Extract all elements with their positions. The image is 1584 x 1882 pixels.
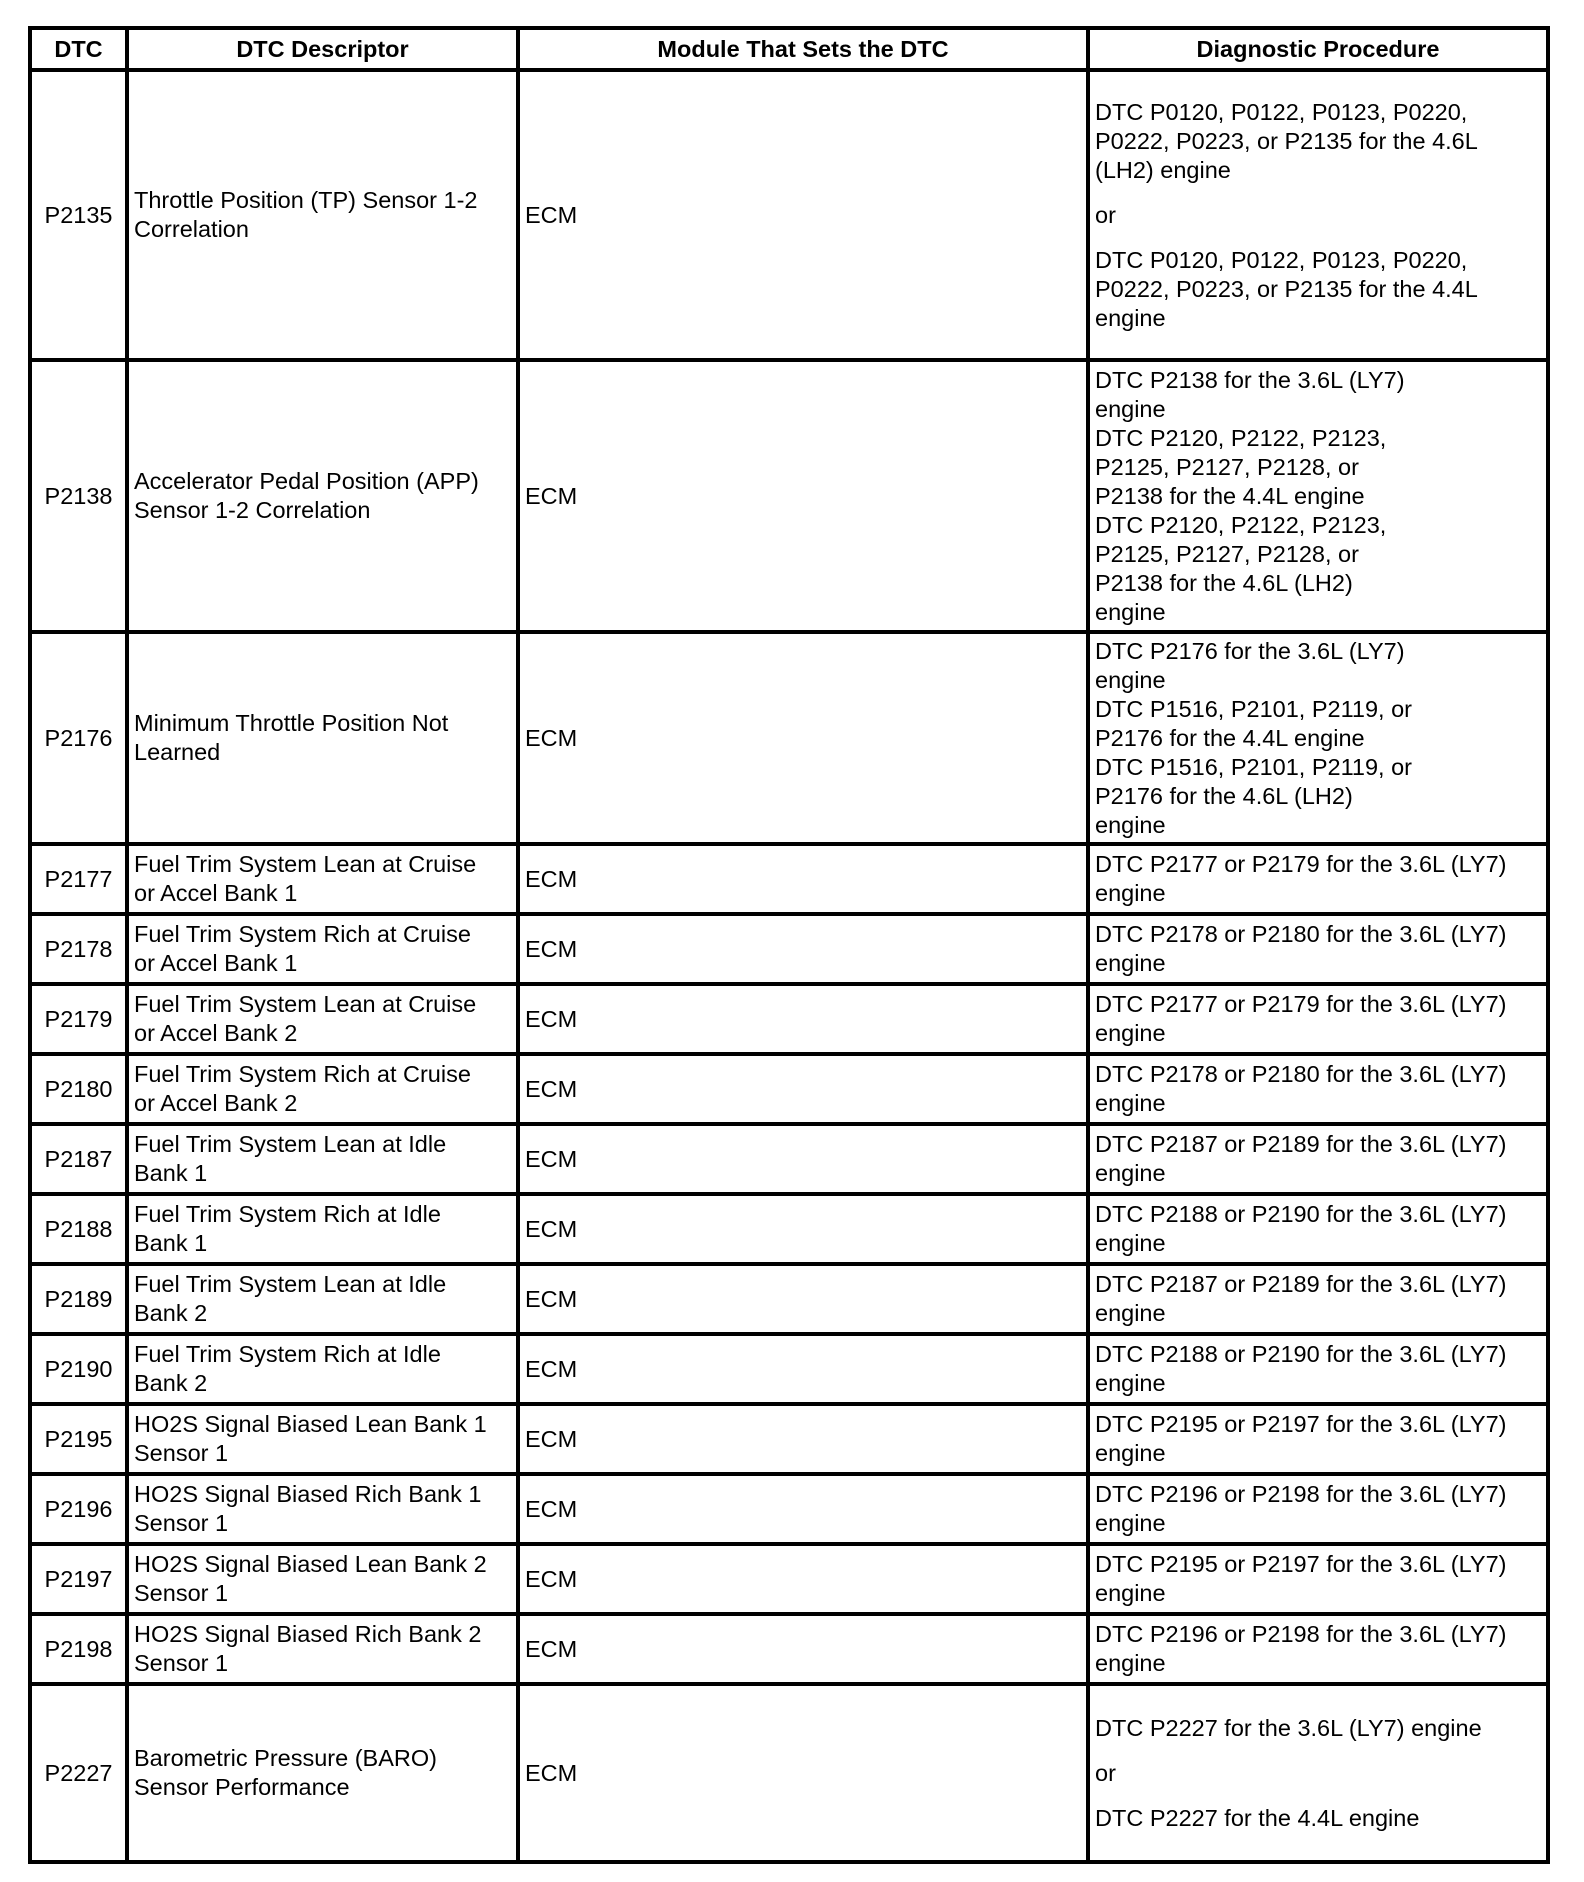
procedure-line: DTC P0120, P0122, P0123, P0220, xyxy=(1095,98,1468,125)
diagnostic-procedure-cell xyxy=(1088,1404,1548,1474)
procedure-line: DTC P2177 or P2179 for the 3.6L (LY7) xyxy=(1095,851,1507,877)
descriptor-line: Sensor 1-2 Correlation xyxy=(134,497,371,523)
descriptor-line: HO2S Signal Biased Lean Bank 2 xyxy=(134,1551,487,1577)
diagnostic-procedure-cell xyxy=(1088,984,1548,1054)
procedure-line: DTC P2227 for the 3.6L (LY7) engine xyxy=(1095,1714,1482,1741)
descriptor-line: Bank 2 xyxy=(134,1370,208,1396)
procedure-line: DTC P2176 for the 3.6L (LY7) xyxy=(1095,637,1405,664)
procedure-line: engine xyxy=(1095,950,1166,976)
procedure-line: DTC P0120, P0122, P0123, P0220, xyxy=(1095,246,1468,273)
diagnostic-procedure-cell xyxy=(1088,1264,1548,1334)
descriptor-line: or Accel Bank 1 xyxy=(134,880,298,906)
descriptor-line: Throttle Position (TP) Sensor 1-2 xyxy=(134,187,478,213)
procedure-line: P2138 for the 4.4L engine xyxy=(1095,482,1365,509)
procedure-line: or xyxy=(1095,1759,1116,1786)
procedure-line: DTC P2177 or P2179 for the 3.6L (LY7) xyxy=(1095,991,1507,1017)
procedure-line: engine xyxy=(1095,304,1166,331)
procedure-line: engine xyxy=(1095,1510,1166,1536)
dtc-code-cell: P2187 xyxy=(30,1124,127,1194)
table-row xyxy=(30,632,1548,844)
procedure-line: DTC P1516, P2101, P2119, or xyxy=(1095,753,1413,780)
table-body xyxy=(30,70,1548,1862)
descriptor-line: Fuel Trim System Rich at Cruise xyxy=(134,921,471,947)
table-row xyxy=(30,1124,1548,1194)
table-row xyxy=(30,1054,1548,1124)
procedure-line: DTC P2178 or P2180 for the 3.6L (LY7) xyxy=(1095,1061,1507,1087)
dtc-code-cell: P2198 xyxy=(30,1614,127,1684)
procedure-line: engine xyxy=(1095,811,1166,838)
module-cell: ECM xyxy=(518,1544,1088,1614)
descriptor-line: Correlation xyxy=(134,216,249,242)
procedure-line: engine xyxy=(1095,666,1166,693)
table-row xyxy=(30,360,1548,632)
dtc-descriptor-cell xyxy=(127,1404,518,1474)
dtc-descriptor-cell xyxy=(127,1614,518,1684)
table-row xyxy=(30,70,1548,360)
procedure-line: engine xyxy=(1095,598,1166,625)
procedure-line: engine xyxy=(1095,1160,1166,1186)
procedure-spacer xyxy=(1095,1788,1541,1804)
dtc-descriptor-cell xyxy=(127,1124,518,1194)
procedure-line: engine xyxy=(1095,1090,1166,1116)
procedure-line: P2125, P2127, P2128, or xyxy=(1095,453,1359,480)
module-cell: ECM xyxy=(518,984,1088,1054)
procedure-line: DTC P2188 or P2190 for the 3.6L (LY7) xyxy=(1095,1341,1507,1367)
procedure-line: engine xyxy=(1095,1230,1166,1256)
procedure-line: DTC P2178 or P2180 for the 3.6L (LY7) xyxy=(1095,921,1507,947)
descriptor-line: or Accel Bank 1 xyxy=(134,950,298,976)
module-cell: ECM xyxy=(518,70,1088,360)
dtc-descriptor-cell xyxy=(127,1684,518,1862)
dtc-code-cell: P2180 xyxy=(30,1054,127,1124)
dtc-code-cell: P2196 xyxy=(30,1474,127,1544)
diagnostic-procedure-cell xyxy=(1088,360,1548,632)
dtc-descriptor-cell xyxy=(127,1474,518,1544)
procedure-spacer xyxy=(1095,185,1541,201)
module-cell: ECM xyxy=(518,1684,1088,1862)
dtc-code-cell: P2179 xyxy=(30,984,127,1054)
procedure-line: or xyxy=(1095,201,1116,228)
procedure-line: engine xyxy=(1095,1650,1166,1676)
dtc-code-cell: P2195 xyxy=(30,1404,127,1474)
dtc-descriptor-cell xyxy=(127,1054,518,1124)
descriptor-line: or Accel Bank 2 xyxy=(134,1020,298,1046)
table-row xyxy=(30,1614,1548,1684)
descriptor-line: Accelerator Pedal Position (APP) xyxy=(134,468,479,494)
dtc-descriptor-cell xyxy=(127,984,518,1054)
dtc-code-cell: P2189 xyxy=(30,1264,127,1334)
header-dtc: DTC xyxy=(30,28,127,70)
descriptor-line: Sensor 1 xyxy=(134,1510,229,1536)
procedure-line: engine xyxy=(1095,395,1166,422)
procedure-spacer xyxy=(1095,1743,1541,1759)
descriptor-line: Sensor 1 xyxy=(134,1650,229,1676)
procedure-line: P2176 for the 4.4L engine xyxy=(1095,724,1365,751)
dtc-table xyxy=(28,26,1550,1864)
diagnostic-procedure-cell xyxy=(1088,1334,1548,1404)
diagnostic-procedure-cell xyxy=(1088,914,1548,984)
dtc-code-cell: P2176 xyxy=(30,632,127,844)
module-cell: ECM xyxy=(518,360,1088,632)
diagnostic-procedure-cell xyxy=(1088,1194,1548,1264)
procedure-line: P2138 for the 4.6L (LH2) xyxy=(1095,569,1353,596)
procedure-line: engine xyxy=(1095,1370,1166,1396)
dtc-code-cell: P2138 xyxy=(30,360,127,632)
dtc-descriptor-cell xyxy=(127,360,518,632)
dtc-descriptor-cell xyxy=(127,632,518,844)
table-row xyxy=(30,1474,1548,1544)
procedure-line: DTC P2188 or P2190 for the 3.6L (LY7) xyxy=(1095,1201,1507,1227)
dtc-code-cell: P2177 xyxy=(30,844,127,914)
descriptor-line: Barometric Pressure (BARO) xyxy=(134,1745,437,1771)
dtc-code-cell: P2197 xyxy=(30,1544,127,1614)
procedure-line: engine xyxy=(1095,1020,1166,1046)
dtc-code-cell: P2190 xyxy=(30,1334,127,1404)
procedure-line: DTC P2187 or P2189 for the 3.6L (LY7) xyxy=(1095,1131,1507,1157)
diagnostic-procedure-cell xyxy=(1088,1124,1548,1194)
dtc-descriptor-cell xyxy=(127,1264,518,1334)
diagnostic-procedure-cell xyxy=(1088,632,1548,844)
module-cell: ECM xyxy=(518,1264,1088,1334)
module-cell: ECM xyxy=(518,632,1088,844)
procedure-line: engine xyxy=(1095,1580,1166,1606)
header-row xyxy=(30,28,1548,70)
procedure-line: engine xyxy=(1095,880,1166,906)
procedure-line: engine xyxy=(1095,1300,1166,1326)
procedure-line: P2176 for the 4.6L (LH2) xyxy=(1095,782,1353,809)
table-row xyxy=(30,844,1548,914)
module-cell: ECM xyxy=(518,1614,1088,1684)
descriptor-line: Bank 1 xyxy=(134,1160,208,1186)
procedure-line: DTC P2196 or P2198 for the 3.6L (LY7) xyxy=(1095,1621,1507,1647)
procedure-line: DTC P2227 for the 4.4L engine xyxy=(1095,1804,1420,1831)
module-cell: ECM xyxy=(518,1124,1088,1194)
module-cell: ECM xyxy=(518,1334,1088,1404)
table-row xyxy=(30,1194,1548,1264)
module-cell: ECM xyxy=(518,1474,1088,1544)
table-row xyxy=(30,1544,1548,1614)
descriptor-line: Minimum Throttle Position Not xyxy=(134,710,449,736)
descriptor-line: Sensor 1 xyxy=(134,1580,229,1606)
descriptor-line: Fuel Trim System Lean at Cruise xyxy=(134,851,477,877)
diagnostic-procedure-cell xyxy=(1088,70,1548,360)
table-row xyxy=(30,914,1548,984)
dtc-descriptor-cell xyxy=(127,70,518,360)
diagnostic-procedure-cell xyxy=(1088,1474,1548,1544)
descriptor-line: Bank 2 xyxy=(134,1300,208,1326)
module-cell: ECM xyxy=(518,1054,1088,1124)
procedure-spacer xyxy=(1095,230,1541,246)
descriptor-line: Fuel Trim System Rich at Cruise xyxy=(134,1061,471,1087)
procedure-line: P0222, P0223, or P2135 for the 4.4L xyxy=(1095,275,1478,302)
table-row xyxy=(30,984,1548,1054)
table-row xyxy=(30,1334,1548,1404)
table-row xyxy=(30,1404,1548,1474)
descriptor-line: Fuel Trim System Lean at Idle xyxy=(134,1271,447,1297)
descriptor-line: Sensor Performance xyxy=(134,1774,350,1800)
dtc-code-cell: P2188 xyxy=(30,1194,127,1264)
diagnostic-procedure-cell xyxy=(1088,1054,1548,1124)
dtc-descriptor-cell xyxy=(127,914,518,984)
dtc-descriptor-cell xyxy=(127,1194,518,1264)
header-procedure: Diagnostic Procedure xyxy=(1088,28,1548,70)
procedure-line: DTC P2120, P2122, P2123, xyxy=(1095,424,1387,451)
descriptor-line: HO2S Signal Biased Rich Bank 2 xyxy=(134,1621,482,1647)
diagnostic-procedure-cell xyxy=(1088,1684,1548,1862)
table-row xyxy=(30,1264,1548,1334)
header-descriptor: DTC Descriptor xyxy=(127,28,518,70)
table-row xyxy=(30,1684,1548,1862)
procedure-line: DTC P2120, P2122, P2123, xyxy=(1095,511,1387,538)
dtc-descriptor-cell xyxy=(127,844,518,914)
dtc-code-cell: P2135 xyxy=(30,70,127,360)
procedure-line: (LH2) engine xyxy=(1095,156,1231,183)
procedure-line: DTC P1516, P2101, P2119, or xyxy=(1095,695,1413,722)
descriptor-line: Fuel Trim System Rich at Idle xyxy=(134,1201,441,1227)
procedure-line: DTC P2195 or P2197 for the 3.6L (LY7) xyxy=(1095,1411,1507,1437)
diagnostic-procedure-cell xyxy=(1088,844,1548,914)
descriptor-line: or Accel Bank 2 xyxy=(134,1090,298,1116)
module-cell: ECM xyxy=(518,1194,1088,1264)
header-module: Module That Sets the DTC xyxy=(518,28,1088,70)
descriptor-line: Fuel Trim System Rich at Idle xyxy=(134,1341,441,1367)
descriptor-line: HO2S Signal Biased Lean Bank 1 xyxy=(134,1411,487,1437)
procedure-line: P2125, P2127, P2128, or xyxy=(1095,540,1359,567)
module-cell: ECM xyxy=(518,844,1088,914)
procedure-line: engine xyxy=(1095,1440,1166,1466)
descriptor-line: Fuel Trim System Lean at Idle xyxy=(134,1131,447,1157)
procedure-line: DTC P2196 or P2198 for the 3.6L (LY7) xyxy=(1095,1481,1507,1507)
descriptor-line: Bank 1 xyxy=(134,1230,208,1256)
procedure-line: DTC P2138 for the 3.6L (LY7) xyxy=(1095,366,1405,393)
dtc-descriptor-cell xyxy=(127,1544,518,1614)
descriptor-line: HO2S Signal Biased Rich Bank 1 xyxy=(134,1481,482,1507)
diagnostic-procedure-cell xyxy=(1088,1544,1548,1614)
dtc-code-cell: P2178 xyxy=(30,914,127,984)
descriptor-line: Learned xyxy=(134,739,221,765)
module-cell: ECM xyxy=(518,1404,1088,1474)
diagnostic-procedure-cell xyxy=(1088,1614,1548,1684)
procedure-line: P0222, P0223, or P2135 for the 4.6L xyxy=(1095,127,1478,154)
dtc-descriptor-cell xyxy=(127,1334,518,1404)
descriptor-line: Sensor 1 xyxy=(134,1440,229,1466)
descriptor-line: Fuel Trim System Lean at Cruise xyxy=(134,991,477,1017)
dtc-code-cell: P2227 xyxy=(30,1684,127,1862)
procedure-line: DTC P2187 or P2189 for the 3.6L (LY7) xyxy=(1095,1271,1507,1297)
procedure-line: DTC P2195 or P2197 for the 3.6L (LY7) xyxy=(1095,1551,1507,1577)
module-cell: ECM xyxy=(518,914,1088,984)
